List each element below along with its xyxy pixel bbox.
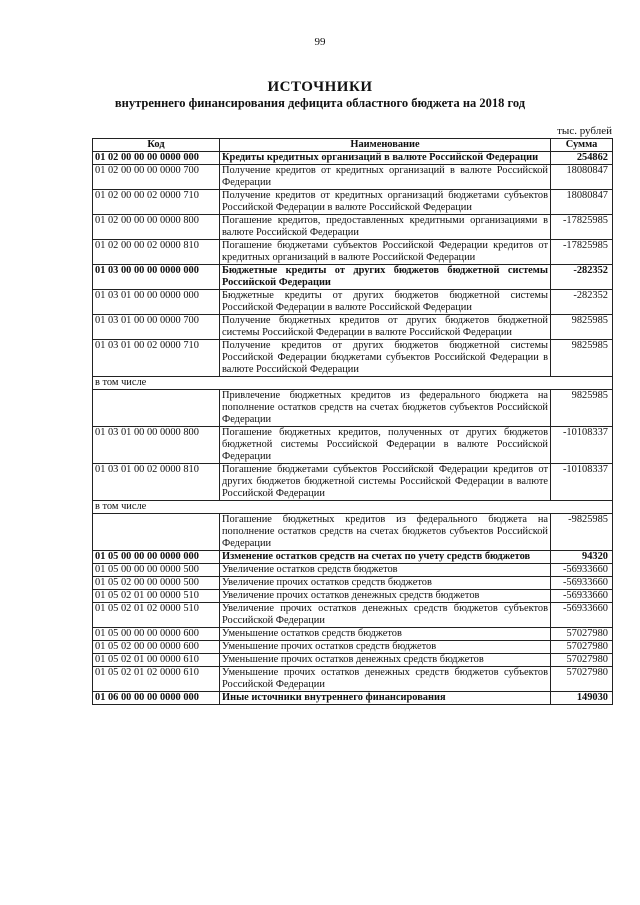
row-sum: -9825985 bbox=[551, 514, 613, 551]
row-name: Бюджетные кредиты от других бюджетов бюджетной системы Российской Федерации bbox=[220, 265, 551, 290]
row-name: Уменьшение остатков средств бюджетов bbox=[220, 628, 551, 641]
row-sum: -56933660 bbox=[551, 564, 613, 577]
row-name: Увеличение остатков средств бюджетов bbox=[220, 564, 551, 577]
row-code: 01 02 00 00 00 0000 000 bbox=[93, 152, 220, 165]
row-code: 01 05 02 00 00 0000 500 bbox=[93, 577, 220, 590]
row-note: в том числе bbox=[93, 501, 220, 514]
row-sum: -10108337 bbox=[551, 427, 613, 464]
table-row bbox=[93, 641, 613, 654]
row-sum: -282352 bbox=[551, 290, 613, 315]
row-sum: -282352 bbox=[551, 265, 613, 290]
row-code: 01 03 01 00 00 0000 700 bbox=[93, 315, 220, 340]
header-code: Код bbox=[93, 139, 220, 152]
row-sum: 254862 bbox=[551, 152, 613, 165]
row-sum: 18080847 bbox=[551, 165, 613, 190]
row-sum: 94320 bbox=[551, 551, 613, 564]
row-code: 01 05 02 01 02 0000 510 bbox=[93, 603, 220, 628]
table-row bbox=[93, 667, 613, 692]
row-code: 01 05 02 00 00 0000 600 bbox=[93, 641, 220, 654]
row-sum: 57027980 bbox=[551, 654, 613, 667]
row-name: Увеличение прочих остатков средств бюджетов bbox=[220, 577, 551, 590]
table-row bbox=[93, 514, 613, 551]
row-name: Увеличение прочих остатков денежных средств бюджетов субъектов Российской Федерации bbox=[220, 603, 551, 628]
row-code: 01 05 02 01 00 0000 610 bbox=[93, 654, 220, 667]
row-sum: 9825985 bbox=[551, 390, 613, 427]
table-row bbox=[93, 628, 613, 641]
row-name: Изменение остатков средств на счетах по учету средств бюджетов bbox=[220, 551, 551, 564]
table-row bbox=[93, 564, 613, 577]
header-name: Наименование bbox=[220, 139, 551, 152]
row-code: 01 02 00 00 00 0000 700 bbox=[93, 165, 220, 190]
row-name: Получение кредитов от кредитных организаций бюджетами субъектов Российской Федерации в валюте Российской Федерации bbox=[220, 190, 551, 215]
table-row bbox=[93, 165, 613, 190]
note-spacer bbox=[220, 501, 613, 514]
note-row bbox=[93, 501, 613, 514]
row-sum: 57027980 bbox=[551, 628, 613, 641]
row-code: 01 02 00 00 02 0000 710 bbox=[93, 190, 220, 215]
table-row bbox=[93, 290, 613, 315]
row-sum: 149030 bbox=[551, 692, 613, 705]
header-sum: Сумма bbox=[551, 139, 613, 152]
table-row bbox=[93, 654, 613, 667]
table-row bbox=[93, 577, 613, 590]
table-row bbox=[93, 315, 613, 340]
row-name: Погашение бюджетных кредитов, полученных от других бюджетов бюджетной системы Российской Федерации в валюте Российской Федерации bbox=[220, 427, 551, 464]
row-name: Получение кредитов от других бюджетов бюджетной системы Российской Федерации бюджетами субъектов Российской Федерации в валюте Российской Федерации bbox=[220, 340, 551, 377]
row-sum: -56933660 bbox=[551, 603, 613, 628]
row-code: 01 03 01 00 02 0000 710 bbox=[93, 340, 220, 377]
row-code bbox=[93, 514, 220, 551]
row-name: Погашение бюджетами субъектов Российской Федерации кредитов от других бюджетов бюджетной системы Российской Федерации в валюте Российской Федерации bbox=[220, 464, 551, 501]
row-code: 01 03 01 00 02 0000 810 bbox=[93, 464, 220, 501]
row-name: Погашение бюджетами субъектов Российской Федерации кредитов от кредитных организаций в валюте Российской Федерации bbox=[220, 240, 551, 265]
table-row bbox=[93, 265, 613, 290]
table-row bbox=[93, 215, 613, 240]
row-code: 01 05 00 00 00 0000 600 bbox=[93, 628, 220, 641]
table-header-row bbox=[93, 139, 613, 152]
row-code: 01 03 01 00 00 0000 000 bbox=[93, 290, 220, 315]
table-row bbox=[93, 551, 613, 564]
table-row bbox=[93, 340, 613, 377]
row-code: 01 02 00 00 02 0000 810 bbox=[93, 240, 220, 265]
row-code: 01 03 00 00 00 0000 000 bbox=[93, 265, 220, 290]
row-sum: 9825985 bbox=[551, 315, 613, 340]
table-row bbox=[93, 390, 613, 427]
row-sum: 18080847 bbox=[551, 190, 613, 215]
row-code bbox=[93, 390, 220, 427]
row-code: 01 03 01 00 00 0000 800 bbox=[93, 427, 220, 464]
row-name: Привлечение бюджетных кредитов из федерального бюджета на пополнение остатков средств на счетах бюджетов субъектов Российской Федерации bbox=[220, 390, 551, 427]
row-name: Бюджетные кредиты от других бюджетов бюджетной системы Российской Федерации в валюте Российской Федерации bbox=[220, 290, 551, 315]
row-name: Уменьшение прочих остатков средств бюджетов bbox=[220, 641, 551, 654]
table-row bbox=[93, 590, 613, 603]
row-name: Кредиты кредитных организаций в валюте Российской Федерации bbox=[220, 152, 551, 165]
table-row bbox=[93, 603, 613, 628]
row-code: 01 05 02 01 00 0000 510 bbox=[93, 590, 220, 603]
row-code: 01 02 00 00 00 0000 800 bbox=[93, 215, 220, 240]
row-code: 01 05 00 00 00 0000 500 bbox=[93, 564, 220, 577]
row-name: Погашение кредитов, предоставленных кредитными организациями в валюте Российской Федерации bbox=[220, 215, 551, 240]
row-name: Погашение бюджетных кредитов из федерального бюджета на пополнение остатков средств на счетах бюджетов субъектов Российской Федерации bbox=[220, 514, 551, 551]
document-subtitle: внутреннего финансирования дефицита областного бюджета на 2018 год bbox=[114, 96, 526, 110]
table-row bbox=[93, 692, 613, 705]
row-code: 01 05 02 01 02 0000 610 bbox=[93, 667, 220, 692]
row-sum: -17825985 bbox=[551, 240, 613, 265]
sources-table bbox=[92, 138, 613, 705]
row-sum: -56933660 bbox=[551, 590, 613, 603]
row-name: Увеличение прочих остатков денежных средств бюджетов bbox=[220, 590, 551, 603]
table-row bbox=[93, 190, 613, 215]
document-title: ИСТОЧНИКИ bbox=[267, 79, 373, 95]
row-name: Иные источники внутреннего финансирования bbox=[220, 692, 551, 705]
row-name: Уменьшение прочих остатков денежных средств бюджетов субъектов Российской Федерации bbox=[220, 667, 551, 692]
table-row bbox=[93, 152, 613, 165]
note-row bbox=[93, 377, 613, 390]
row-code: 01 06 00 00 00 0000 000 bbox=[93, 692, 220, 705]
table-row bbox=[93, 240, 613, 265]
page-number: 99 bbox=[314, 36, 326, 48]
row-sum: -56933660 bbox=[551, 577, 613, 590]
table-row bbox=[93, 464, 613, 501]
table-body bbox=[93, 152, 613, 705]
row-sum: -17825985 bbox=[551, 215, 613, 240]
row-name: Уменьшение прочих остатков денежных средств бюджетов bbox=[220, 654, 551, 667]
row-note: в том числе bbox=[93, 377, 220, 390]
row-code: 01 05 00 00 00 0000 000 bbox=[93, 551, 220, 564]
row-sum: -10108337 bbox=[551, 464, 613, 501]
row-sum: 57027980 bbox=[551, 641, 613, 654]
row-sum: 57027980 bbox=[551, 667, 613, 692]
units-label: тыс. рублей bbox=[557, 125, 612, 137]
note-spacer bbox=[220, 377, 613, 390]
row-name: Получение бюджетных кредитов от других бюджетов бюджетной системы Российской Федерации в валюте Российской Федерации bbox=[220, 315, 551, 340]
table-row bbox=[93, 427, 613, 464]
row-name: Получение кредитов от кредитных организаций в валюте Российской Федерации bbox=[220, 165, 551, 190]
row-sum: 9825985 bbox=[551, 340, 613, 377]
